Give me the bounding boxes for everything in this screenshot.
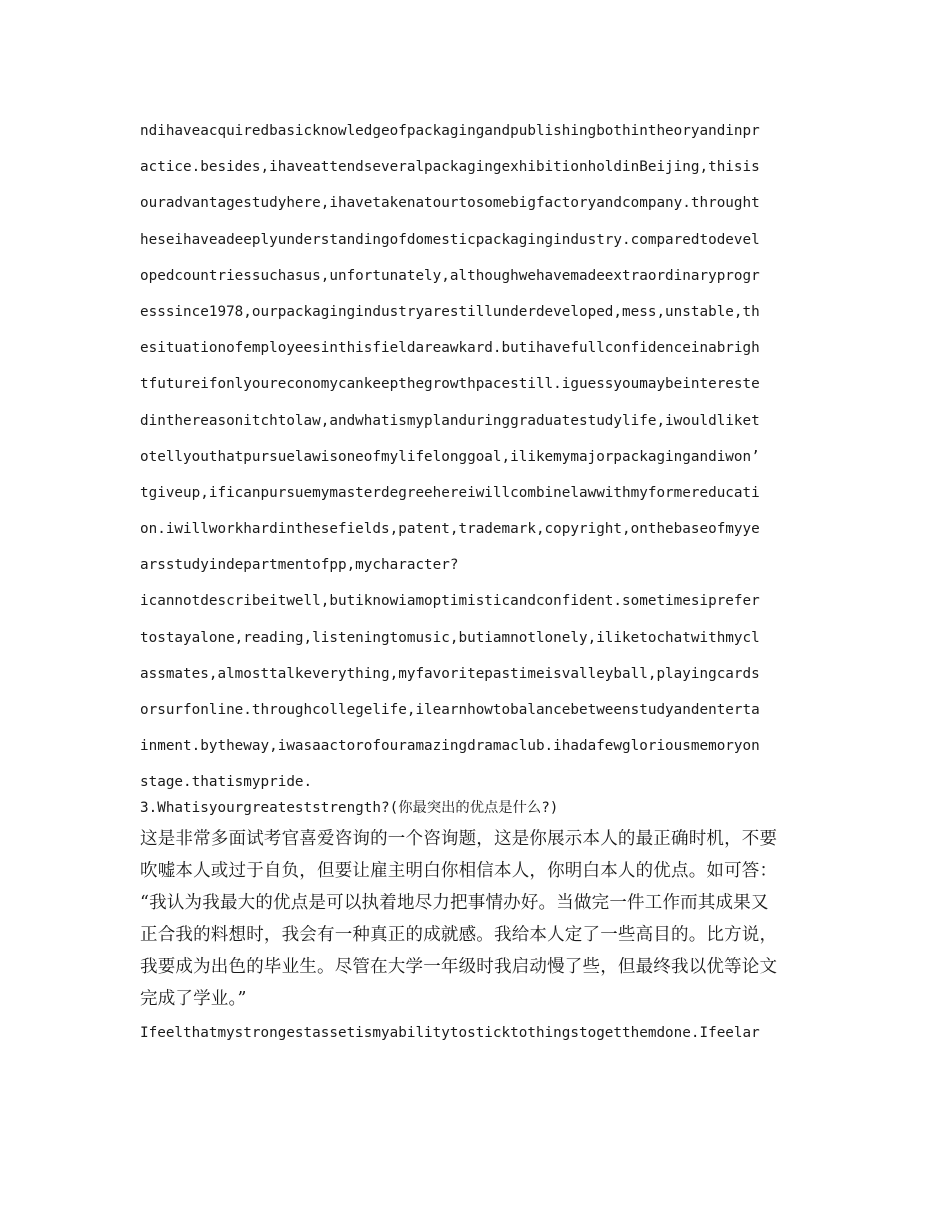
body-line: icannotdescribeitwell,butiknowiamoptimisticandconfident.sometimesiprefer: [140, 593, 760, 610]
body-line: dinthereasonitchtolaw,andwhatismyplanduringgraduatestudylife,iwouldliket: [140, 412, 760, 429]
body-line: opedcountriessuchasus,unfortunately,althoughwehavemadeextraordinaryprogr: [140, 267, 760, 284]
body-line: ouradvantagestudyhere,ihavetakenatourtosomebigfactoryandcompany.throught: [140, 195, 760, 212]
body-line: inment.bytheway,iwasaactorofouramazingdramaclub.ihadafewgloriousmemoryon: [140, 738, 760, 755]
body-line: arsstudyindepartmentofpp,mycharacter?: [140, 557, 459, 574]
body-line: esssince1978,ourpackagingindustryarestillunderdeveloped,mess,unstable,th: [140, 303, 760, 320]
body-line: tostayalone,reading,listeningtomusic,butiamnotlonely,iliketochatwithmycl: [140, 629, 760, 646]
body-line: heseihaveadeeplyunderstandingofdomesticpackagingindustry.comparedtodevel: [140, 231, 760, 248]
body-line: actice.besides,ihaveattendseveralpackagingexhibitionholdinBeijing,thisis: [140, 159, 760, 176]
body-line: tgiveup,ificanpursuemymasterdegreehereiwillcombinelawwithmyformereducati: [140, 484, 760, 501]
english-answer-line: Ifeelthatmystrongestassetismyabilitytosticktothingstogetthemdone.Ifeelar: [140, 1024, 760, 1041]
document-body: [140, 113, 820, 1051]
chinese-line: 正合我的料想时，我会有一种真正的成就感。我给本人定了一些高目的。比方说，: [140, 924, 778, 945]
body-line: otellyouthatpursuelawisoneofmylifelonggoal,ilikemymajorpackagingandiwon’: [140, 448, 760, 465]
body-line: tfutureifonlyoureconomycankeepthegrowthpacestill.iguessyoumaybeintereste: [140, 376, 760, 393]
chinese-line: 这是非常多面试考官喜爱咨询的一个咨询题，这是你展示本人的最正确时机，不要: [140, 828, 778, 849]
body-line: stage.thatismypride.: [140, 774, 313, 791]
chinese-line: 吹嘘本人或过于自负，但要让雇主明白你相信本人，你明白本人的优点。如可答：: [140, 860, 778, 881]
chinese-line: “我认为我最大的优点是可以执着地尽力把事情办好。当做完一件工作而其成果又: [140, 892, 769, 913]
chinese-line: 完成了学业。”: [140, 988, 247, 1009]
body-line: ndihaveacquiredbasicknowledgeofpackagingandpublishingbothintheoryandinpr: [140, 123, 760, 139]
question-heading: 3.Whatisyourgreateststrength?(你最突出的优点是什么?): [140, 799, 559, 816]
body-line: esituationofemployeesinthisfieldareawkard.butihavefullconfidenceinabrigh: [140, 340, 760, 357]
chinese-line: 我要成为出色的毕业生。尽管在大学一年级时我启动慢了些，但最终我以优等论文: [140, 956, 778, 977]
body-line: on.iwillworkhardinthesefields,patent,trademark,copyright,onthebaseofmyye: [140, 521, 760, 538]
body-line: orsurfonline.throughcollegelife,ilearnhowtobalancebetweenstudyandenterta: [140, 702, 760, 718]
body-line: assmates,almosttalkeverything,myfavoritepastimeisvalleyball,playingcards: [140, 665, 760, 682]
